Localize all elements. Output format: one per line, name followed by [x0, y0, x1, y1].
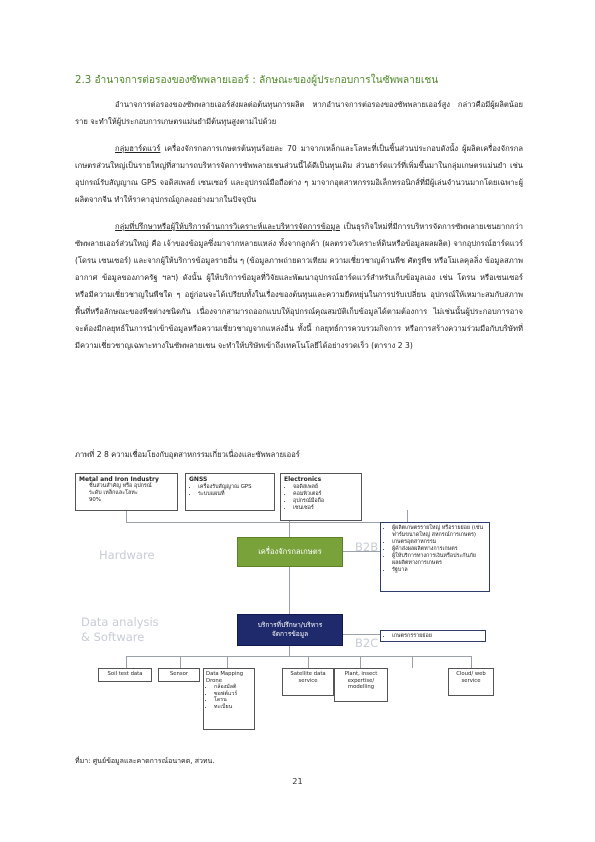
connector-line	[289, 565, 290, 614]
b2b-item: • ผู้ผลิตเกษตรรายใหญ่ หรือรายย่อย (เช่น ฟาร์มขนาดใหญ่ สหกรณ์การเกษตร)	[392, 525, 486, 539]
connector-line	[227, 656, 228, 668]
gnss-title: GNSS	[189, 476, 208, 483]
mapping-item: • กล้องมัลติ	[214, 684, 252, 691]
metal-line: ชิ้นส่วนสำคัญ หรือ อุปกรณ์	[89, 483, 152, 489]
paragraph-intro: อำนาจการต่อรองของซัพพลายเออร์ส่งผลต่อต้นทุนการผลิต หากอำนาจการต่อรองของซัพพลายเออร์สูง กล่าวคือมีผู้ผลิตน้อยราย จะทำให้ผู้ประกอบการเกษตรแม่นยำมีต้นทุนสูงตามไปด้วย	[75, 100, 523, 126]
electronics-item: • เซนเซอร์	[293, 505, 358, 512]
b2c-item: • เกษตรกรรายย่อย	[392, 633, 482, 640]
consulting-hub	[237, 614, 343, 646]
electronics-item: • อุปกรณ์มือถือ	[293, 498, 358, 505]
paragraph-hardware	[75, 140, 523, 208]
b2b-item: • ผู้ค้าส่งผลผลิตทางการเกษตร	[392, 546, 486, 553]
mapping-item: • โดรน	[214, 697, 252, 704]
mapping-item: • ซอฟต์แวร์	[214, 691, 252, 698]
connector-line	[126, 656, 471, 657]
cloud-service-box: Cloud/ web service	[448, 668, 494, 696]
data-group-label: กลุ่มที่ปรึกษาหรือผู้ให้บริการด้านการวิเคราะห์และบริหารจัดการข้อมูล	[115, 222, 340, 231]
electronics-item: • คอมพิวเตอร์	[293, 491, 358, 498]
connector-line	[126, 656, 127, 668]
figure-source: ที่มา: ศูนย์ข้อมูลและคาดการณ์อนาคต, สวทน.	[75, 757, 215, 765]
electronics-box	[280, 473, 362, 521]
mapping-item: • ทะเบียน	[214, 704, 252, 711]
consulting-hub-line: บริการที่ปรึกษา/บริหาร	[257, 621, 323, 629]
connector-line	[360, 656, 361, 668]
gnss-item: • เครื่องรับสัญญาณ GPS	[198, 484, 271, 491]
plant-expertise-box: Plant, insect expertise/ modelling	[334, 668, 388, 702]
gnss-box	[185, 473, 275, 511]
b2b-item: • รัฐบาล	[392, 567, 486, 574]
metal-industry-box	[75, 473, 178, 511]
connector-line	[412, 656, 413, 668]
connector-line	[180, 656, 181, 668]
hardware-label: Hardware	[99, 548, 155, 562]
connector-line	[126, 510, 127, 522]
paragraph-data-services	[75, 218, 523, 354]
b2b-customers-box	[380, 522, 490, 592]
page-number: 21	[292, 776, 303, 786]
b2c-customers-box	[380, 630, 486, 642]
data-group-text: เป็นธุรกิจใหม่ที่มีการบริหารจัดการซัพพลายเชนยากกว่า ซัพพลายเออร์ส่วนใหญ่ คือ เจ้าของข้อมูลซึ่งมาจากหลายแหล่ง ทั้งจากลูกค้า (ผลตรวจวิเคราะห์ดินหรือข้อมูลผลผลิต) จากอุปกรณ์ฮาร์ดแวร์ (โดรน เซนเซอร์) และจากผู้ให้บริการข้อมูลรายอื่น ๆ (ข้อมูลภาพถ่ายดาวเทียม ความเชี่ยวชาญด้านพืช ศัตรูพืช หรือโมเลคุลลิ่ง ข้อมูลสภาพอากาศ ข้อมูลของภาครัฐ ฯลฯ) ดังนั้น ผู้ให้บริการข้อมูลที่วิจัยและพัฒนาอุปกรณ์ฮาร์ดแวร์สำหรับเก็บข้อมูลเอง เช่น โดรน หรือเซนเซอร์ หรือมีความเชี่ยวชาญในพืชใด ๆ อยู่ก่อนจะได้เปรียบทั้งในเรื่องของต้นทุนและความยืดหยุ่นในการปรับเปลี่ยน อุปกรณ์ให้เหมาะสมกับสภาพพื้นที่หรือลักษณะของพืชต่างชนิดกัน เนื่องจากสามารถออกแบบให้อุปกรณ์คุณสมบัติเก็บข้อมูลได้ตามต้องการ ไม่เช่นนั้นผู้ประกอบการอาจจะต้องมีกลยุทธ์ในการนำเข้าข้อมูลหรือความเชี่ยวชาญจากแหล่งอื่น ทั้งนี้ กลยุทธ์การควบรวมกิจการ หรือการสร้างความร่วมมือกับบริษัทที่มีความเชี่ยวชาญเฉพาะทางในซัพพลายเชน จะทำให้บริษัทเข้าถึงเทคโนโลยีได้อย่างรวดเร็ว (ตาราง 2 3)	[75, 222, 523, 350]
electronics-item: • จอดิสเพลย์	[293, 484, 358, 491]
electronics-title: Electronics	[284, 476, 322, 483]
mapping-drone-title: Data Mapping Drone	[206, 671, 244, 684]
connector-line	[471, 656, 472, 668]
agri-machinery-hub: เครื่องจักรกลเกษตร	[237, 537, 343, 567]
figure-caption: ภาพที่ 2 8 ความเชื่อมโยงกับอุตสาหกรรมเกี่ยวเนื่องและซัพพลายเออร์	[75, 450, 300, 459]
b2b-label: B2B	[355, 540, 379, 554]
satellite-data-box: Satellite data service	[282, 668, 334, 696]
b2b-item: • ผู้ให้บริการทางการเงินหรือประกันภัยผลผลิตทางการเกษตร	[392, 553, 486, 567]
hardware-group-label: กลุ่มฮาร์ดแวร์	[115, 144, 161, 153]
sensor-box: Sensor	[158, 668, 200, 682]
connector-line	[308, 656, 309, 668]
hardware-group-text: เครื่องจักรกลการเกษตรต้นทุนร้อยละ 70 มาจากเหล็กและโลหะที่เป็นชิ้นส่วนประกอบดังนั้ง ผู้ผลิตเครื่องจักรกลเกษตรส่วนใหญ่เป็นรายใหญ่ที่สามารถบริหารจัดการซัพพลายเชนส่วนนี้ได้ดีเป็นทุนเดิม ส่วนฮาร์ดแวร์ที่เพิ่มขึ้นมาในกลุ่มเกษตรแม่นยำ เช่น อุปกรณ์รับสัญญาณ GPS จอดิสเพลย์ เซนเซอร์ และอุปกรณ์มือถือต่าง ๆ มาจากอุตสาหกรรมอิเล็กทรอนิกส์ที่มีผู้เล่นจำนวนมากโดยเฉพาะผู้ผลิตจากจีน ทำให้ราคาอุปกรณ์ถูกลงอย่างมากในปัจจุบัน	[75, 144, 523, 204]
consulting-hub-line: จัดการข้อมูล	[271, 630, 309, 638]
metal-line: ระดับ เหล็กและโลหะ	[89, 490, 138, 496]
section-heading: 2.3 อำนาจการต่อรองของซัพพลายเออร์ : ลักษณะของผู้ประกอบการในซัพพลายเชน	[75, 75, 439, 86]
metal-industry-title: Metal and Iron Industry	[79, 476, 159, 483]
b2c-label: B2C	[355, 636, 379, 650]
gnss-item: • ระบบแผนที่	[198, 491, 271, 498]
connector-line	[407, 510, 408, 522]
metal-line: 90%	[89, 497, 101, 503]
supplier-diagram	[72, 470, 552, 755]
b2b-item: • เกษตรอุตสาหกรรม	[392, 539, 486, 546]
software-label: & Software	[81, 630, 145, 644]
connector-line	[126, 522, 408, 523]
soil-test-box: Soil test data	[98, 668, 152, 682]
body-text	[75, 96, 523, 364]
mapping-drone-box	[203, 668, 255, 730]
data-analysis-label: Data analysis	[81, 615, 159, 629]
